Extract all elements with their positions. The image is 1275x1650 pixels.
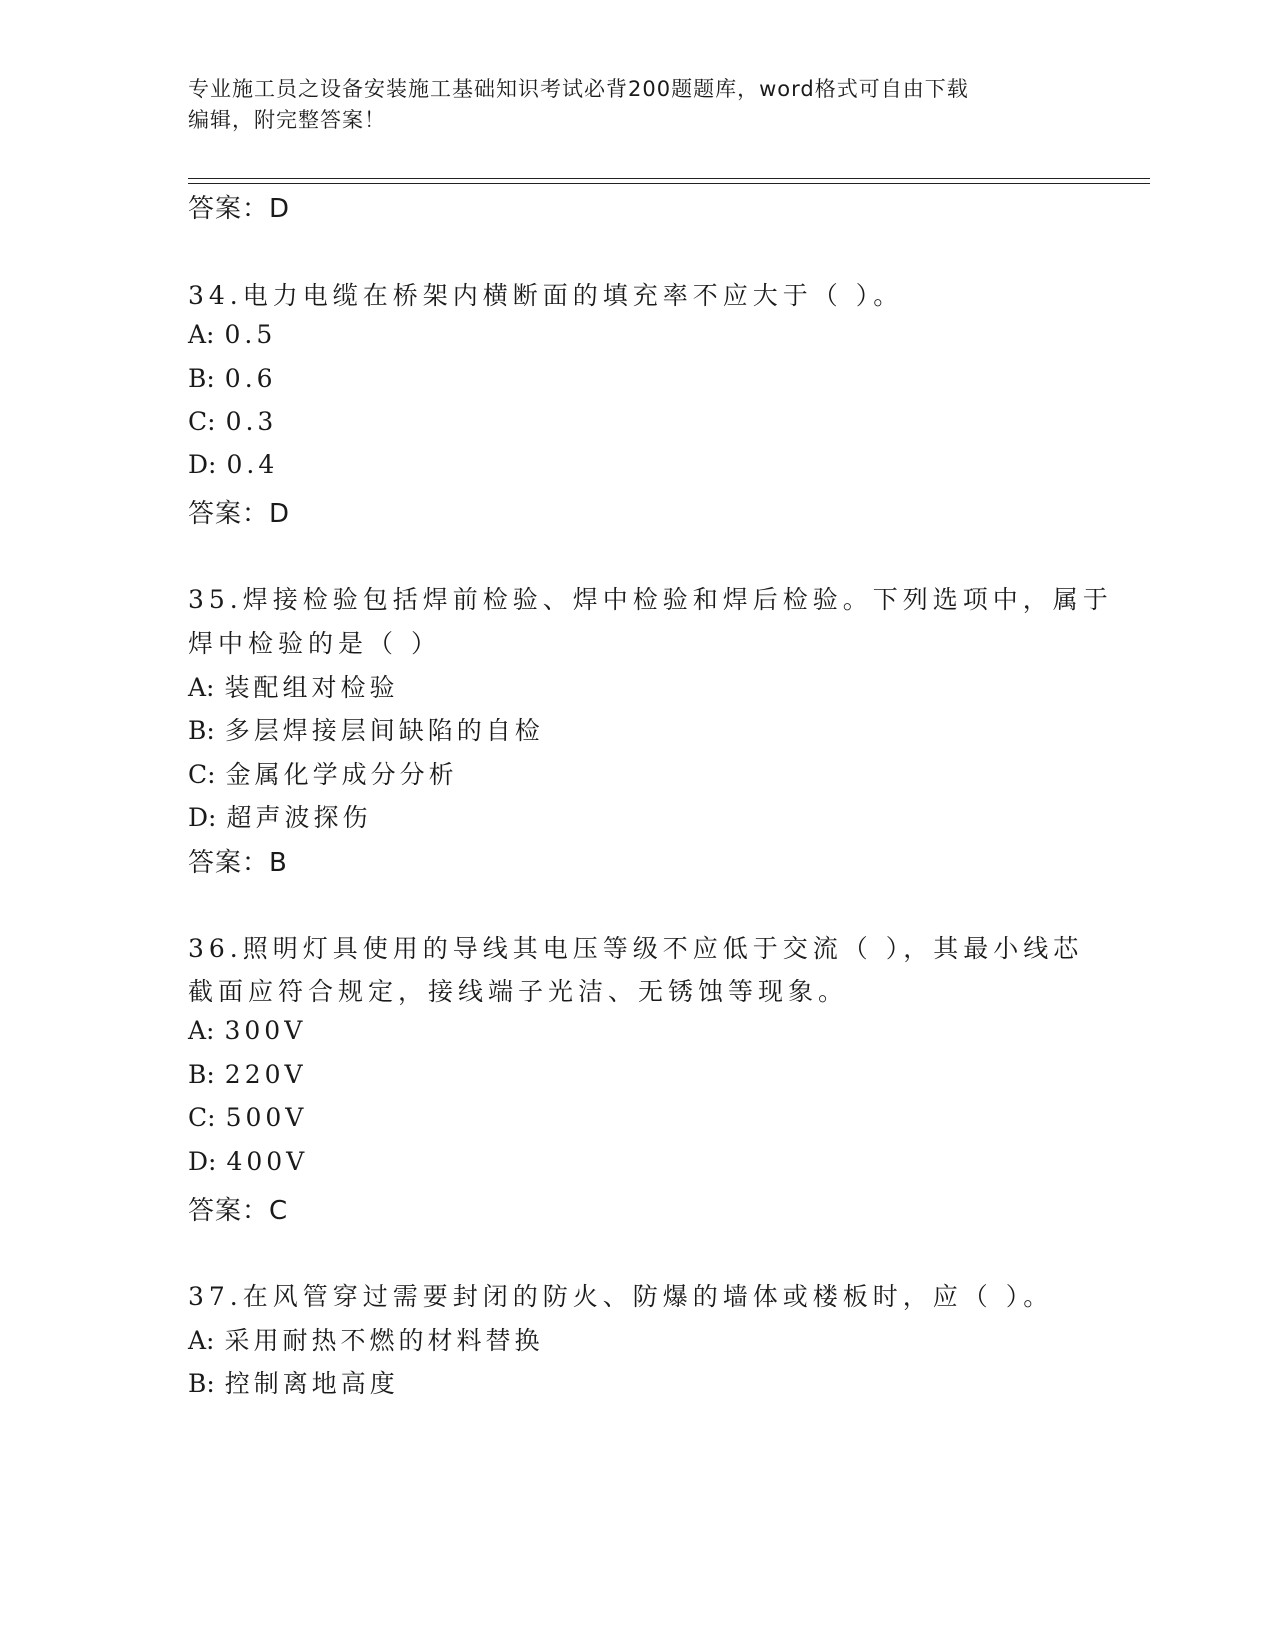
question-36-text-line-1: 36.照明灯具使用的导线其电压等级不应低于交流（ ），其最小线芯 <box>188 934 1084 963</box>
option-36-b: B: 220V <box>188 1060 307 1089</box>
question-37-text: 37.在风管穿过需要封闭的防火、防爆的墙体或楼板时，应（ ）。 <box>188 1282 1054 1311</box>
option-34-a: A: 0.5 <box>188 320 277 349</box>
answer-36: 答案：C <box>188 1196 289 1226</box>
option-34-d: D: 0.4 <box>188 450 279 479</box>
option-36-c: C: 500V <box>188 1103 308 1132</box>
answer-35: 答案：B <box>188 848 288 878</box>
option-34-c: C: 0.3 <box>188 407 278 436</box>
option-35-a: A: 装配组对检验 <box>188 673 399 702</box>
question-35-text-line-2: 焊中检验的是（ ） <box>188 629 441 658</box>
header-rule-top <box>188 178 1150 179</box>
answer-34: 答案：D <box>188 499 291 529</box>
option-37-b: B: 控制离地高度 <box>188 1369 399 1398</box>
option-35-d: D: 超声波探伤 <box>188 803 372 832</box>
previous-answer: 答案：D <box>188 194 291 224</box>
option-37-a: A: 采用耐热不燃的材料替换 <box>188 1326 544 1355</box>
document-header <box>188 74 1068 136</box>
option-35-c: C: 金属化学成分分析 <box>188 760 458 789</box>
header-line-2: 编辑，附完整答案！ <box>188 108 386 132</box>
option-35-b: B: 多层焊接层间缺陷的自检 <box>188 716 544 745</box>
option-36-d: D: 400V <box>188 1147 309 1176</box>
question-34-text: 34.电力电缆在桥架内横断面的填充率不应大于（ ）。 <box>188 281 904 310</box>
option-34-b: B: 0.6 <box>188 364 277 393</box>
header-rule-bottom <box>188 183 1150 184</box>
option-36-a: A: 300V <box>188 1016 307 1045</box>
header-line-1: 专业施工员之设备安装施工基础知识考试必背200题题库，word格式可自由下载 <box>188 77 969 101</box>
question-35-text-line-1: 35.焊接检验包括焊前检验、焊中检验和焊后检验。下列选项中，属于 <box>188 585 1113 614</box>
question-36-text-line-2: 截面应符合规定，接线端子光洁、无锈蚀等现象。 <box>188 977 849 1006</box>
